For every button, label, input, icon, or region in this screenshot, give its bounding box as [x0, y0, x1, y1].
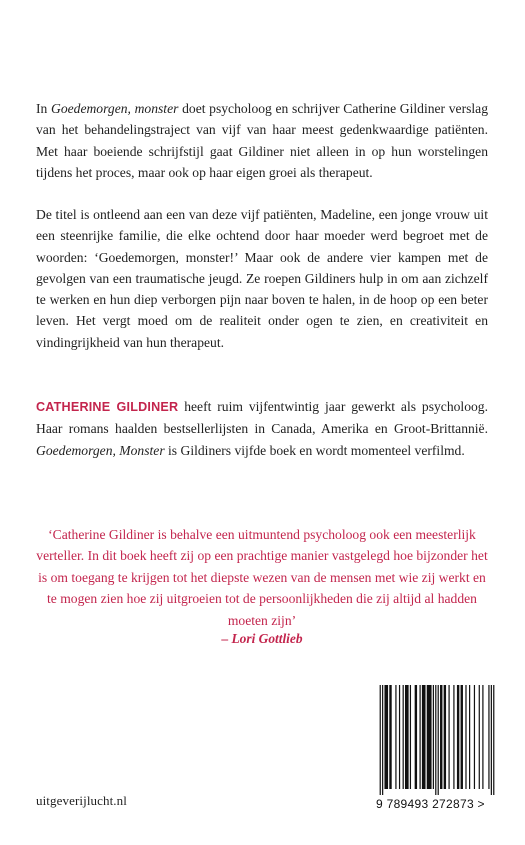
barcode-bar — [488, 685, 489, 789]
author-bio-text-1: heeft ruim vijfentwintig jaar gewerkt als psycholoog. Haar romans haalden bestsellerlijsten in Canada, Amerika en Groot-Brittannië. — [36, 399, 488, 437]
description-paragraph-1 — [36, 98, 488, 183]
publisher-url: uitgeverijlucht.nl — [36, 793, 127, 808]
barcode-guard-bar — [380, 685, 381, 795]
barcode-bar — [410, 685, 411, 789]
barcode-bar — [440, 685, 442, 789]
barcode-bars — [376, 685, 498, 795]
barcode-bar — [453, 685, 454, 789]
barcode-bar — [403, 685, 404, 789]
barcode-bar — [427, 685, 432, 789]
description-body-1: doet psycholoog en schrijver Catherine Gildiner verslag van het behandelingstraject van vijf van haar meest gedenkwaardige patiënten. Met haar boeiende schrijfstijl gaat Gildiner niet alleen in op hun worstelingen tijdens het proces, maar ook op haar eigen groei als therapeut. — [36, 101, 489, 180]
author-name: CATHERINE GILDINER — [36, 400, 179, 414]
isbn-barcode — [376, 685, 498, 815]
barcode-bar — [465, 685, 466, 789]
barcode-bar — [384, 685, 388, 789]
barcode-bar — [461, 685, 463, 789]
review-quote: ‘Catherine Gildiner is behalve een uitmuntend psycholoog ook een meesterlijk verteller. In dit boek heeft zij op een prachtige manier vastgelegd hoe bijzonder het is om toegang te krijgen tot het diepste wezen van de mensen met wie zij werkt en te mogen zien hoe zij uitgroeien tot de persoonlijkheden die zij altijd al hadden moeten zijn’ — [36, 527, 488, 628]
description-paragraph-2: De titel is ontleend aan een van deze vijf patiënten, Madeline, een jonge vrouw uit een steenrijke familie, die elke ochtend door haar moeder werd begroet met de woorden: ‘Goedemorgen, monster!’ Maar ook de andere vier kampen met de gevolgen van een traumatische jeugd. Ze roepen Gildiners hulp in om aan zichzelf te werken en hun diep verborgen pijn naar boven te halen, in de hoop op een beter leven. Het vergt moed om de realiteit onder ogen te zien, en creativiteit en vindingrijkheid van hun therapeut. — [36, 207, 488, 350]
barcode-bar — [474, 685, 475, 789]
barcode-bar — [479, 685, 480, 789]
author-bio-text-2: is Gildiners vijfde boek en wordt momenteel verfilmd. — [168, 442, 465, 458]
isbn-number: 9 789493 272873 > — [376, 797, 485, 811]
barcode-bar — [444, 685, 446, 789]
barcode-guard-bar — [438, 685, 439, 795]
book-title-italic: Goedemorgen, monster — [51, 101, 179, 116]
review-quote-author: – Lori Gottlieb — [221, 631, 303, 646]
barcode-bar — [419, 685, 420, 789]
barcode-bar — [457, 685, 459, 789]
description-intro: In — [36, 101, 48, 116]
barcode-bar — [433, 685, 434, 789]
barcode-bar — [395, 685, 396, 789]
barcode-bar — [415, 685, 417, 789]
barcode-guard-bar — [382, 685, 383, 795]
barcode-bar — [482, 685, 483, 789]
barcode-bar — [389, 685, 391, 789]
barcode-guard-bar — [491, 685, 492, 795]
author-bio — [36, 396, 488, 461]
barcode-bar — [405, 685, 409, 789]
author-bio-book-title: Goedemorgen, Monster — [36, 442, 165, 458]
barcode-bar — [399, 685, 400, 789]
barcode-bar — [469, 685, 470, 789]
barcode-guard-bar — [435, 685, 436, 795]
barcode-bar — [422, 685, 426, 789]
barcode-bar — [448, 685, 449, 789]
barcode-guard-bar — [493, 685, 494, 795]
